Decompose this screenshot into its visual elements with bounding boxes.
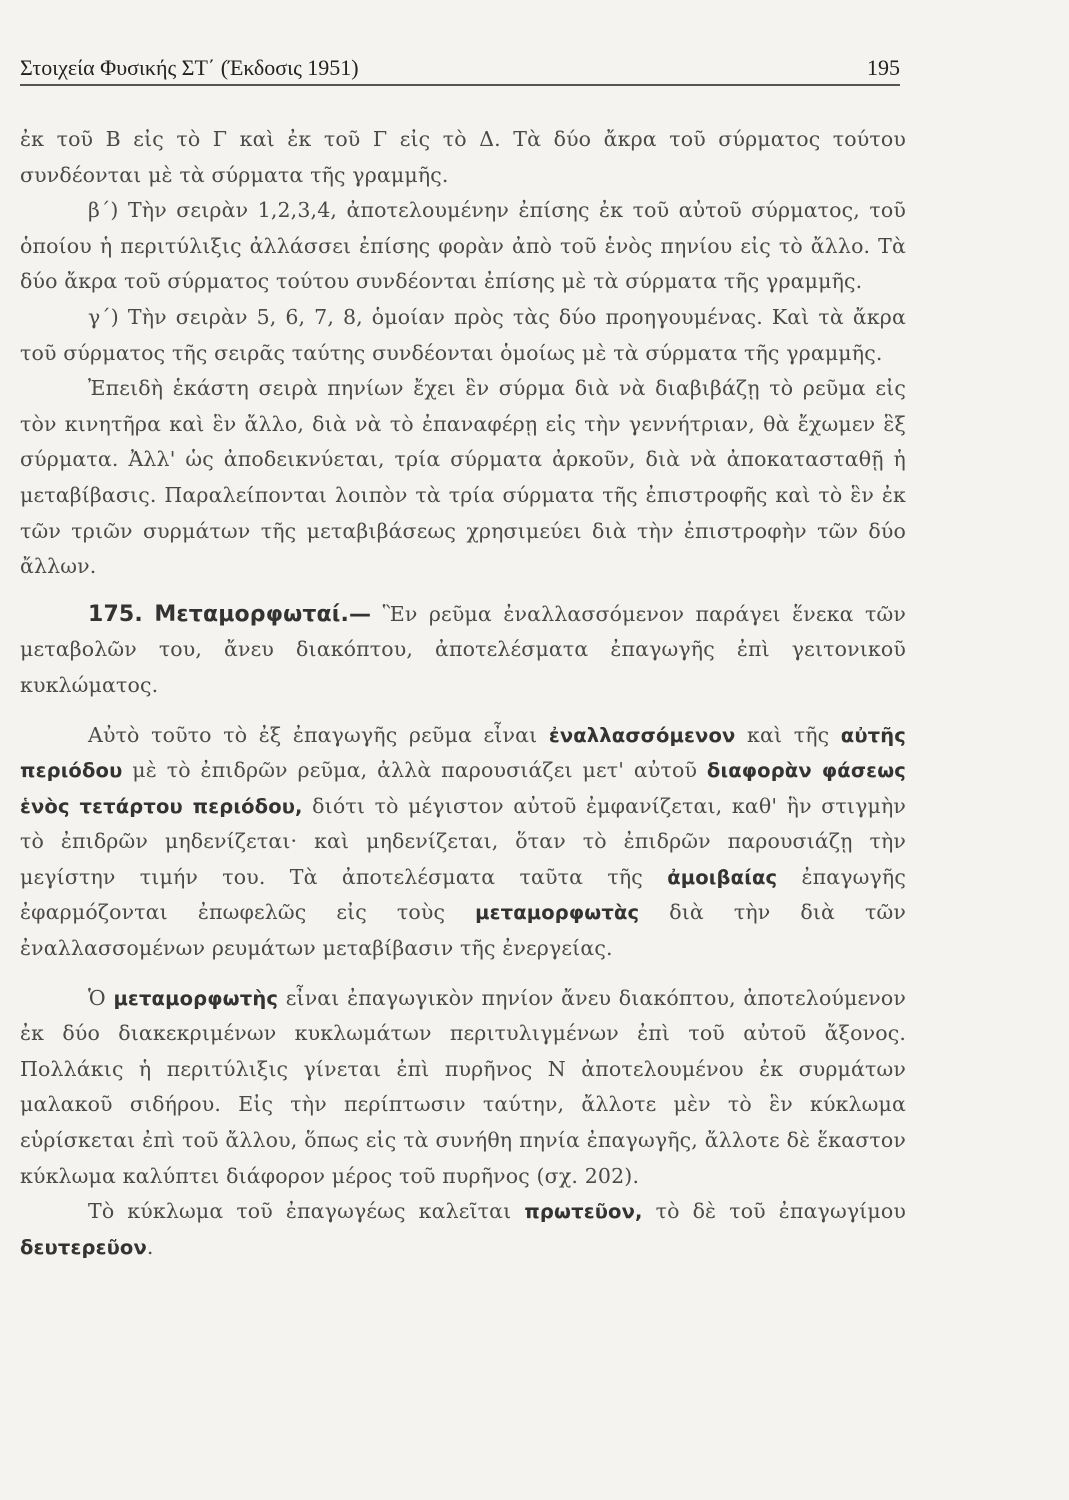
bold-term: ἐναλλασσόμενον — [548, 723, 736, 747]
paragraph-6 — [20, 981, 906, 1195]
text-run: καὶ τῆς — [735, 722, 841, 747]
section-intro-text: Ἓν ρεῦμα ἐναλλασσόμενον παράγει ἕνεκα τῶν μεταβολῶν του, ἄνευ διακόπτου, ἀποτελέσματα ἐπαγωγῆς ἐπὶ γειτονικοῦ κυκλώματος. — [20, 601, 906, 697]
text-run: μὲ τὸ ἐπιδρῶν ρεῦμα, ἀλλὰ παρουσιάζει μετ' αὐτοῦ — [122, 758, 707, 783]
section-175 — [20, 597, 906, 704]
text-run: Ὁ — [88, 985, 114, 1010]
text-run: Αὐτὸ τοῦτο τὸ ἐξ ἐπαγωγῆς ρεῦμα εἶναι — [88, 722, 549, 747]
bold-term: ἀμοιβαίας — [667, 865, 778, 889]
header-title: Στοιχεία Φυσικής ΣΤ΄ (Έκδοσις 1951) — [20, 55, 359, 80]
text-run: τὸ δὲ τοῦ ἐπαγωγίμου — [642, 1199, 906, 1224]
text-run: Τὸ κύκλωμα τοῦ ἐπαγωγέως καλεῖται — [88, 1199, 525, 1224]
paragraph-4: Ἐπειδὴ ἑκάστη σειρὰ πηνίων ἔχει ἓν σύρμα διὰ νὰ διαβιβάζῃ τὸ ρεῦμα εἰς τὸν κινητῆρα καὶ ἓν ἄλλο, διὰ νὰ τὸ ἐπαναφέρῃ εἰς τὴν γεννήτριαν, θὰ ἔχωμεν ἓξ σύρματα. Ἀλλ' ὡς ἀποδεικνύεται, τρία σύρματα ἀρκοῦν, διὰ νὰ ἀποκατασταθῇ ἡ μεταβίβασις. Παραλείπονται λοιπὸν τὰ τρία σύρματα τῆς ἐπιστροφῆς καὶ τὸ ἓν ἐκ τῶν τριῶν συρμάτων τῆς μεταβιβάσεως χρησιμεύει διὰ τὴν ἐπιστροφὴν τῶν δύο ἄλλων. — [20, 376, 906, 579]
section-number: 175. — [88, 601, 143, 627]
text-run: . — [146, 1234, 154, 1259]
paragraph-7 — [20, 1194, 906, 1265]
bold-term: δευτερεῦον — [20, 1235, 147, 1259]
page-number: 195 — [867, 55, 900, 80]
bold-term: πρωτεῦον, — [524, 1200, 643, 1224]
bold-term: διαφορὰν φάσεως ἑνὸς τετάρτου περιόδου, — [20, 759, 906, 818]
text-run: ἐπαγωγῆς ἐφαρμόζονται ἐπωφελῶς εἰς τοὺς — [20, 864, 906, 925]
paragraph-2: β΄) Τὴν σειρὰν 1,2,3,4, ἀποτελουμένην ἐπίσης ἐκ τοῦ αὐτοῦ σύρματος, τοῦ ὁποίου ἡ περιτύλιξις ἀλλάσσει ἐπίσης φορὰν ἀπὸ τοῦ ἑνὸς πηνίου εἰς τὸ ἄλλο. Τὰ δύο ἄκρα τοῦ σύρματος τούτου συνδέονται ἐπίσης μὲ τὰ σύρματα τῆς γραμμῆς. — [20, 198, 906, 294]
bold-term: αὐτῆς περιόδου — [20, 723, 906, 783]
bold-term: μεταμορφωτὰς — [475, 901, 640, 925]
paragraph-3: γ΄) Τὴν σειρὰν 5, 6, 7, 8, ὁμοίαν πρὸς τὰς δύο προηγουμένας. Καὶ τὰ ἄκρα τοῦ σύρματος τῆς σειρᾶς ταύτης συνδέονται ὁμοίως μὲ τὰ σύρματα τῆς γραμμῆς. — [20, 304, 906, 365]
paragraph-1: ἐκ τοῦ Β εἰς τὸ Γ καὶ ἐκ τοῦ Γ εἰς τὸ Δ. Τὰ δύο ἄκρα τοῦ σύρματος τούτου συνδέονται μὲ τὰ σύρματα τῆς γραμμῆς. — [20, 127, 906, 187]
paragraph-5 — [20, 718, 906, 967]
text-run: διὰ τὴν διὰ τῶν ἐναλλασσομένων ρευμάτων μεταβίβασιν τῆς ἐνεργείας. — [20, 900, 906, 961]
section-title: Μεταμορφωταί.— — [154, 601, 372, 627]
bold-term: μεταμορφωτὴς — [113, 986, 279, 1010]
text-run: εἶναι ἐπαγωγικὸν πηνίον ἄνευ διακόπτου, ἀποτελούμενον ἐκ δύο διακεκριμένων κυκλωμάτων περιτυλιγμένων ἐπὶ τοῦ αὐτοῦ ἄξονος. Πολλάκις ἡ περιτύλιξις γίνεται ἐπὶ πυρῆνος Ν ἀποτελουμένου ἐκ συρμάτων μαλακοῦ σιδήρου. Εἰς τὴν περίπτωσιν ταύτην, ἄλλοτε μὲν τὸ ἓν κύκλωμα εὑρίσκεται ἐπὶ τοῦ ἄλλου, ὅπως εἰς τὰ συνήθη πηνία ἐπαγωγῆς, ἄλλοτε δὲ ἕκαστον κύκλωμα καλύπτει διάφορον μέρος τοῦ πυρῆνος (σχ. 202). — [20, 985, 907, 1188]
running-header — [20, 52, 900, 86]
page-body — [20, 122, 906, 1265]
text-run: διότι τὸ μέγιστον αὐτοῦ ἐμφανίζεται, καθ' ἣν στιγμὴν τὸ ἐπιδρῶν μηδενίζεται· καὶ μηδενίζεται, ὅταν τὸ ἐπιδρῶν παρουσιάζῃ τὴν μεγίστην τιμήν του. Τὰ ἀποτελέσματα ταῦτα τῆς — [20, 793, 906, 889]
